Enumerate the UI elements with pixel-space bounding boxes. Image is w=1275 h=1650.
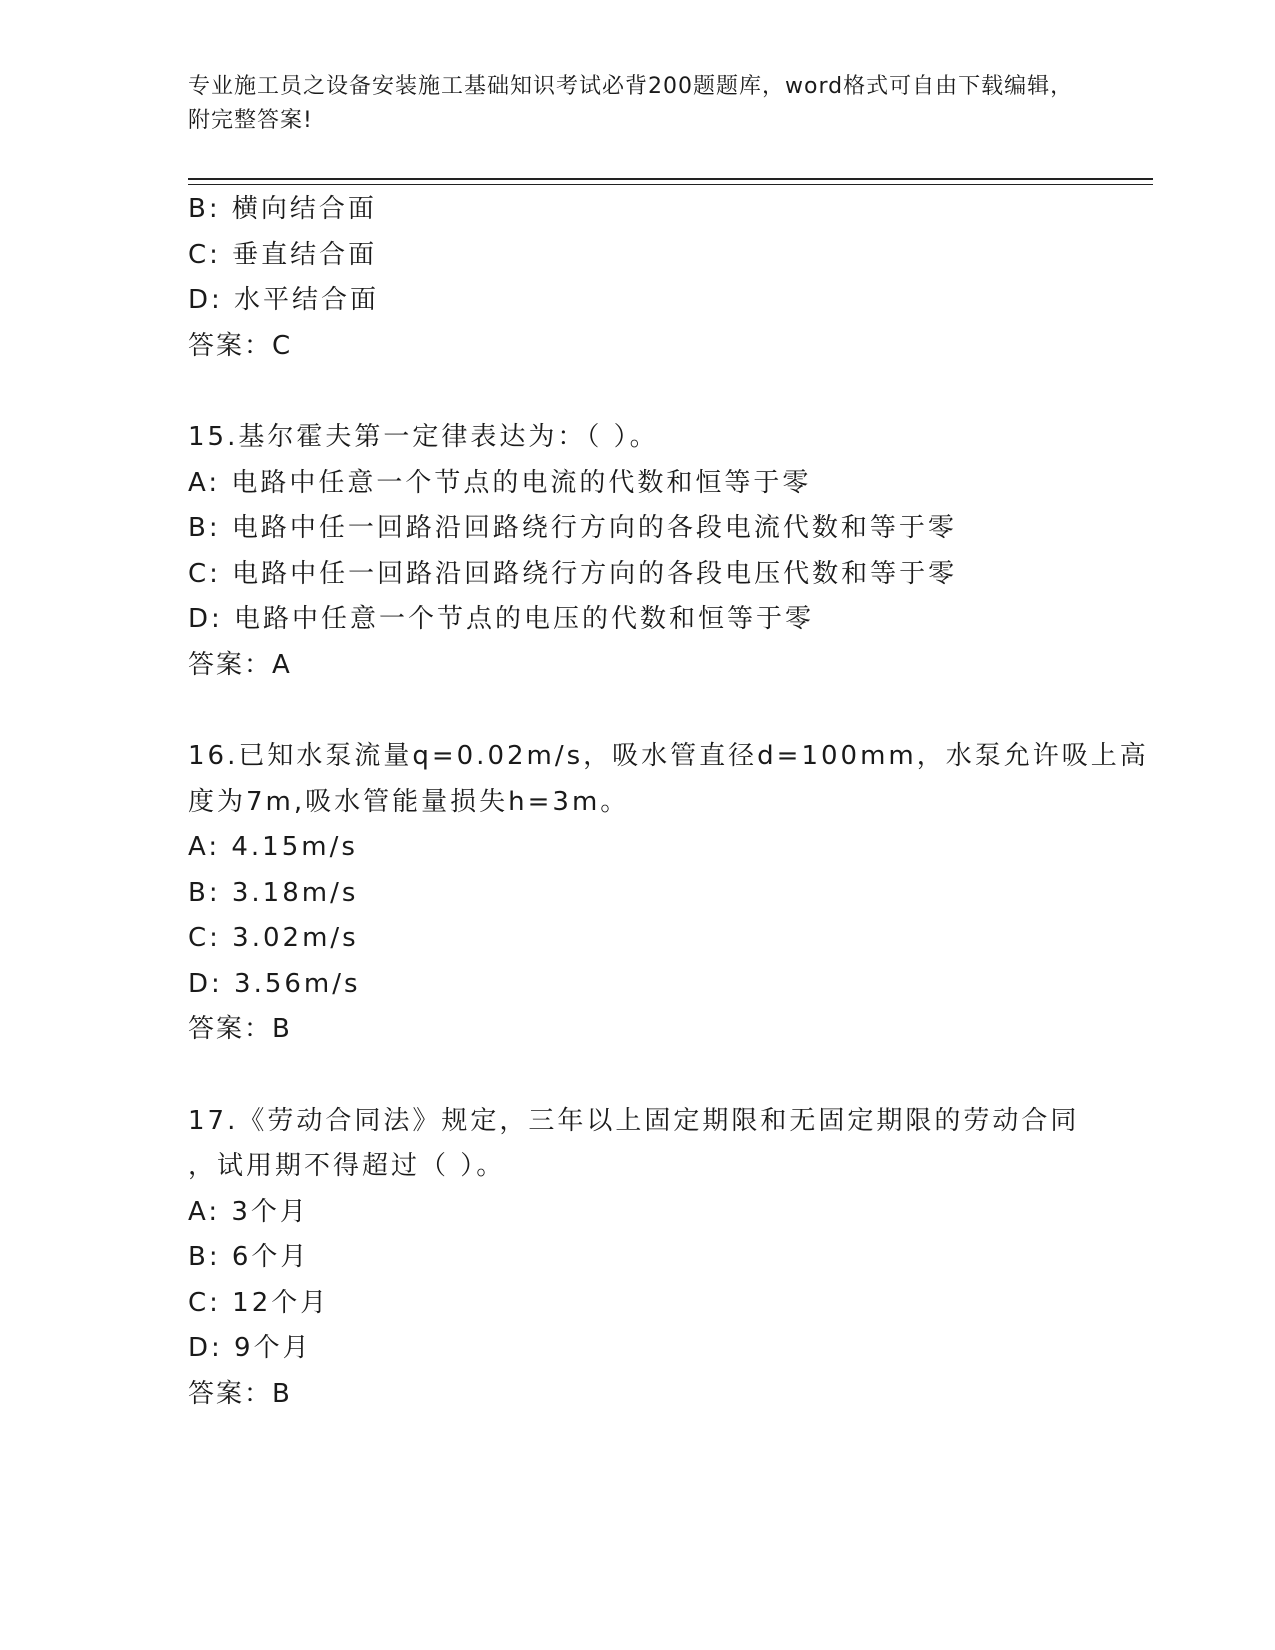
question-stem: 15.基尔霍夫第一定律表达为：（ ）。 — [188, 422, 659, 452]
option-d: D: 9个月 — [188, 1333, 312, 1363]
question-14-continued — [188, 187, 1148, 369]
option-a: A: 4.15m/s — [188, 832, 358, 862]
question-spacer — [188, 1053, 1148, 1099]
option-b: B: 6个月 — [188, 1242, 310, 1272]
option-d: D: 水平结合面 — [188, 285, 380, 315]
answer-line: 答案：C — [188, 330, 293, 361]
question-17 — [188, 1099, 1148, 1418]
answer-line: 答案：B — [188, 1378, 292, 1409]
header-divider-thick — [188, 178, 1153, 180]
document-body — [188, 187, 1148, 1417]
question-spacer — [188, 688, 1148, 734]
option-d: D: 电路中任意一个节点的电压的代数和恒等于零 — [188, 604, 815, 634]
option-b: B: 横向结合面 — [188, 194, 377, 224]
option-a: A: 3个月 — [188, 1196, 309, 1227]
option-b: B: 3.18m/s — [188, 877, 359, 908]
question-stem-continued: 度为7m,吸水管能量损失h=3m。 — [188, 786, 630, 817]
option-c: C: 12个月 — [188, 1287, 330, 1318]
option-a: A: 电路中任意一个节点的电流的代数和恒等于零 — [188, 467, 812, 498]
option-c: C: 垂直结合面 — [188, 239, 378, 270]
document-header: 专业施工员之设备安装施工基础知识考试必背200题题库，word格式可自由下载编辑，附完整答案! — [188, 74, 1074, 133]
question-stem: 17.《劳动合同法》规定，三年以上固定期限和无固定期限的劳动合同 — [188, 1105, 1080, 1136]
answer-line: 答案：B — [188, 1014, 292, 1044]
option-c: C: 电路中任一回路沿回路绕行方向的各段电压代数和等于零 — [188, 558, 958, 589]
question-15 — [188, 415, 1148, 688]
question-16 — [188, 734, 1148, 1053]
option-b: B: 电路中任一回路沿回路绕行方向的各段电流代数和等于零 — [188, 513, 957, 543]
question-stem-continued: ，试用期不得超过（ ）。 — [188, 1151, 506, 1181]
answer-line: 答案：A — [188, 649, 292, 680]
option-d: D: 3.56m/s — [188, 968, 361, 999]
question-spacer — [188, 369, 1148, 415]
header-divider-thin — [188, 184, 1153, 185]
question-stem: 16.已知水泵流量q=0.02m/s，吸水管直径d=100mm，水泵允许吸上高 — [188, 741, 1149, 771]
option-c: C: 3.02m/s — [188, 923, 359, 953]
